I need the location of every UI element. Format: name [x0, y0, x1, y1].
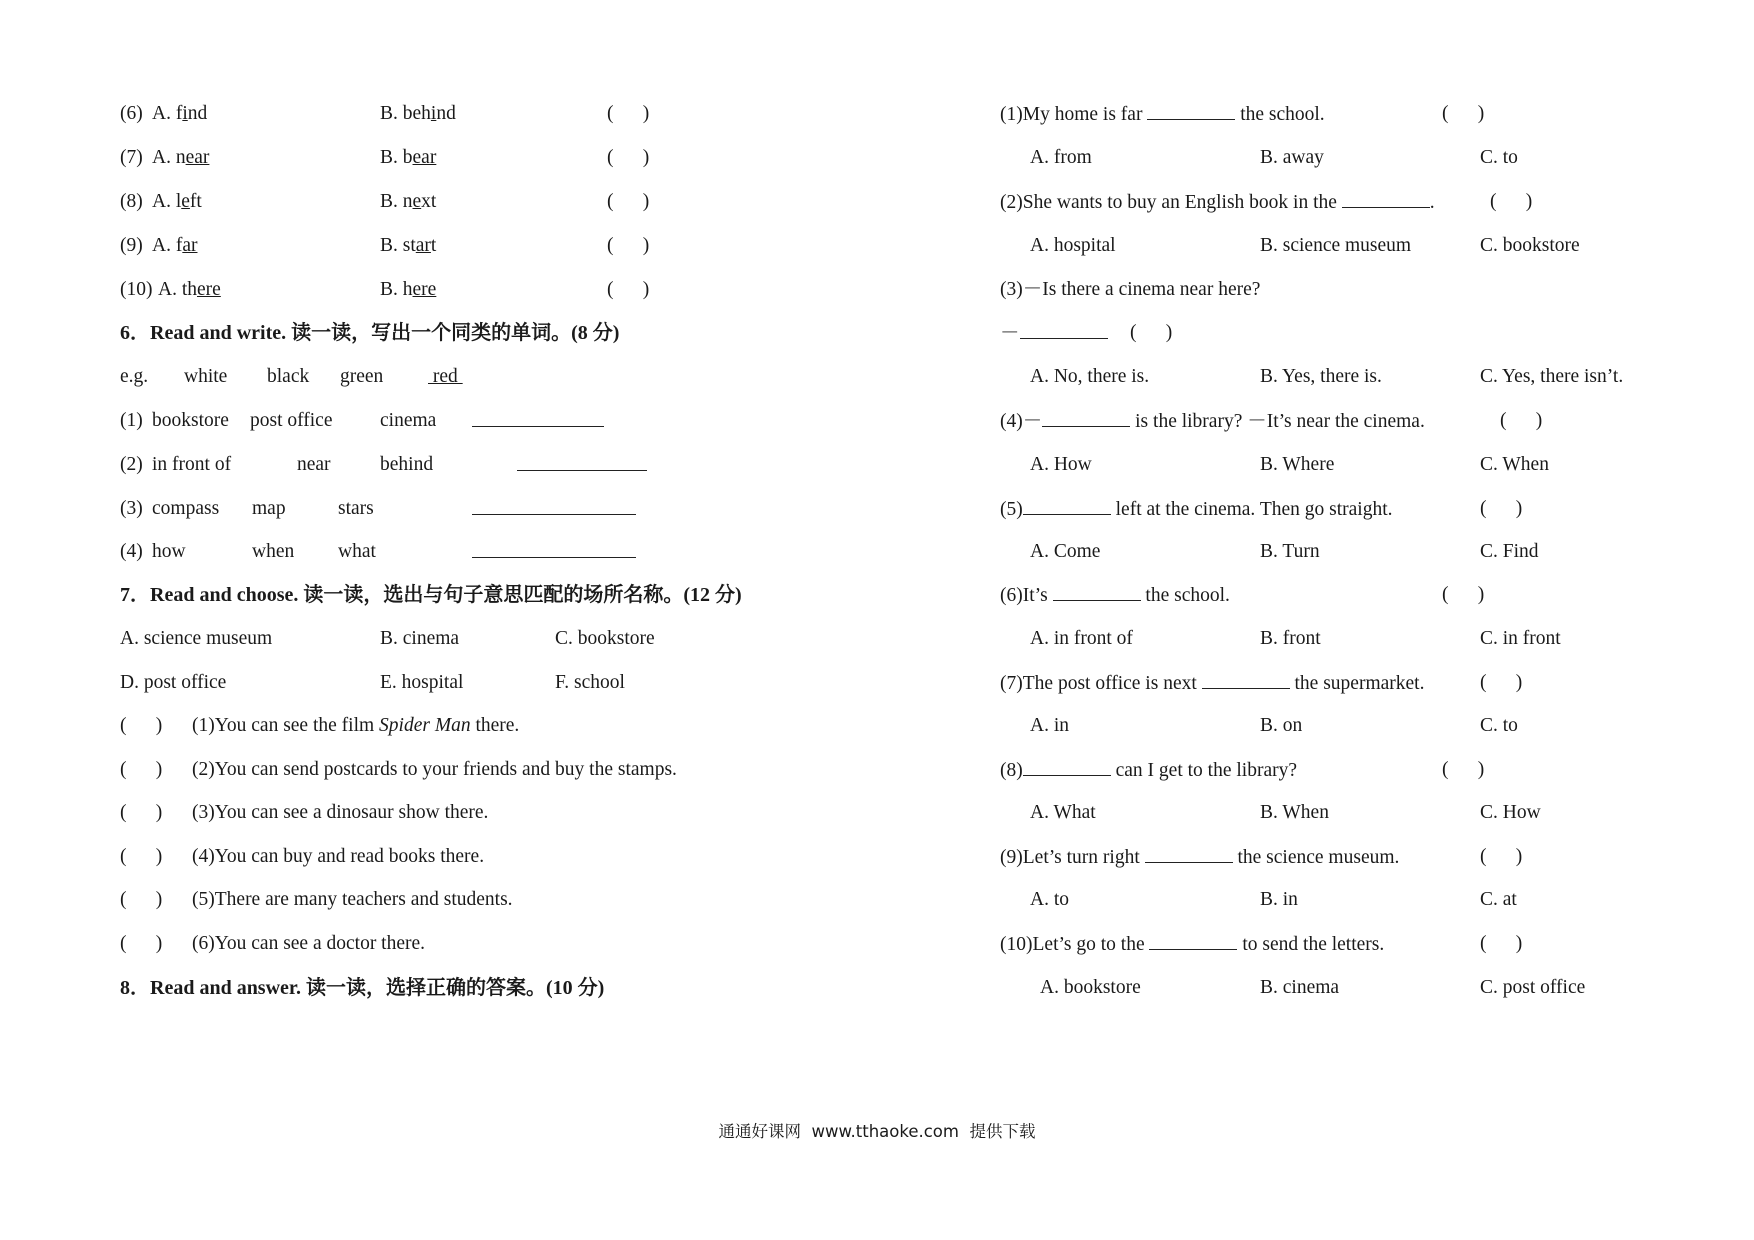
row-number: (10) — [120, 279, 153, 300]
place-option: E. hospital — [380, 672, 464, 693]
answer-parens[interactable]: ( ) — [1442, 103, 1485, 124]
word: in front of — [152, 454, 232, 475]
choice-a[interactable]: A. to — [1030, 889, 1069, 910]
option-a: A. near — [152, 147, 210, 168]
answer-parens[interactable]: ( ) — [1442, 759, 1485, 780]
question-text: (6)It’s the school. — [1000, 582, 1230, 609]
answer-parens[interactable]: ( ) — [607, 147, 650, 168]
question-text: (9)Let’s turn right the science museum. — [1000, 844, 1399, 871]
word: near — [297, 454, 331, 475]
choice-b[interactable]: B. in — [1260, 889, 1298, 910]
word: what — [338, 541, 376, 562]
choice-a[interactable]: A. hospital — [1030, 235, 1116, 256]
item-text: (2)You can send postcards to your friends and buy the stamps. — [192, 759, 677, 780]
answer-blank[interactable] — [472, 496, 636, 515]
answer-parens[interactable]: ( ) — [120, 802, 163, 823]
item-text: (5)There are many teachers and students. — [192, 889, 513, 910]
choice-c[interactable]: C. at — [1480, 889, 1517, 910]
question-text: (10)Let’s go to the to send the letters. — [1000, 931, 1384, 958]
answer-parens[interactable]: ( ) — [120, 846, 163, 867]
answer-blank[interactable] — [1042, 408, 1130, 427]
option-b: B. behind — [380, 103, 456, 124]
example-answer: red — [428, 366, 463, 387]
option-a: A. far — [152, 235, 198, 256]
option-b: B. here — [380, 279, 437, 300]
answer-blank[interactable] — [472, 408, 604, 427]
answer-parens[interactable]: ( ) — [1480, 498, 1523, 519]
row-number: (2) — [120, 454, 143, 475]
question-text: (5) left at the cinema. Then go straight. — [1000, 496, 1393, 523]
choice-b[interactable]: B. Where — [1260, 454, 1335, 475]
word: how — [152, 541, 186, 562]
word: stars — [338, 498, 374, 519]
question-text: (8) can I get to the library? — [1000, 757, 1297, 784]
option-a: A. there — [158, 279, 221, 300]
choice-b[interactable]: B. on — [1260, 715, 1303, 736]
answer-blank[interactable] — [1147, 101, 1235, 120]
row-number: (4) — [120, 541, 143, 562]
place-option: A. science museum — [120, 628, 273, 649]
place-option: D. post office — [120, 672, 227, 693]
section-7-heading: 7．Read and choose. 读一读，选出与句子意思匹配的场所名称。(12 分) — [120, 584, 742, 606]
place-option: F. school — [555, 672, 625, 693]
answer-parens[interactable]: ( ) — [120, 933, 163, 954]
answer-blank[interactable] — [1202, 670, 1290, 689]
choice-b[interactable]: B. When — [1260, 802, 1329, 823]
answer-parens[interactable]: ( ) — [1442, 584, 1485, 605]
answer-parens[interactable]: ( ) — [607, 279, 650, 300]
answer-parens[interactable]: ( ) — [607, 235, 650, 256]
choice-a[interactable]: A. No, there is. — [1030, 366, 1150, 387]
answer-blank[interactable] — [1023, 496, 1111, 515]
answer-parens[interactable]: ( ) — [120, 759, 163, 780]
choice-c[interactable]: C. How — [1480, 802, 1541, 823]
word: white — [184, 366, 228, 387]
answer-blank[interactable] — [517, 452, 647, 471]
row-number: (8) — [120, 191, 143, 212]
option-b: B. bear — [380, 147, 437, 168]
item-text: (4)You can buy and read books there. — [192, 846, 485, 867]
item-text: (1)You can see the film Spider Man there. — [192, 715, 520, 736]
choice-a[interactable]: A. bookstore — [1040, 977, 1141, 998]
section-6-heading: 6．Read and write. 读一读，写出一个同类的单词。(8 分) — [120, 322, 620, 344]
choice-a[interactable]: A. from — [1030, 147, 1092, 168]
answer-line: － — [1000, 320, 1108, 347]
question-text: (7)The post office is next the supermarket. — [1000, 670, 1424, 697]
item-text: (6)You can see a doctor there. — [192, 933, 426, 954]
row-number: (6) — [120, 103, 143, 124]
choice-c[interactable]: C. post office — [1480, 977, 1586, 998]
question-text: (3)－Is there a cinema near here? — [1000, 279, 1261, 300]
page-footer: 通通好课网 www.tthaoke.com 提供下载 — [718, 1122, 1036, 1141]
answer-parens[interactable]: ( ) — [1490, 191, 1533, 212]
question-text: (1)My home is far the school. — [1000, 101, 1325, 128]
choice-b[interactable]: B. away — [1260, 147, 1324, 168]
choice-c[interactable]: C. Yes, there isn’t. — [1480, 366, 1624, 387]
choice-a[interactable]: A. What — [1030, 802, 1096, 823]
option-b: B. start — [380, 235, 437, 256]
choice-b[interactable]: B. Yes, there is. — [1260, 366, 1382, 387]
answer-parens[interactable]: ( ) — [1480, 672, 1523, 693]
question-text: (2)She wants to buy an English book in the . — [1000, 189, 1435, 216]
word: compass — [152, 498, 220, 519]
choice-c[interactable]: C. in front — [1480, 628, 1561, 649]
section-8-heading: 8．Read and answer. 读一读，选择正确的答案。(10 分) — [120, 977, 605, 999]
answer-parens[interactable]: ( ) — [1480, 933, 1523, 954]
answer-parens[interactable]: ( ) — [607, 103, 650, 124]
choice-c[interactable]: C. to — [1480, 147, 1518, 168]
choice-a[interactable]: A. in — [1030, 715, 1069, 736]
answer-blank[interactable] — [1145, 844, 1233, 863]
word: cinema — [380, 410, 437, 431]
word: post office — [250, 410, 333, 431]
answer-blank[interactable] — [1342, 189, 1430, 208]
choice-c[interactable]: C. bookstore — [1480, 235, 1580, 256]
answer-parens[interactable]: ( ) — [120, 889, 163, 910]
answer-blank[interactable] — [1023, 757, 1111, 776]
answer-parens[interactable]: ( ) — [1500, 410, 1543, 431]
answer-parens[interactable]: ( ) — [1130, 322, 1173, 343]
word: when — [252, 541, 295, 562]
word: behind — [380, 454, 434, 475]
item-text: (3)You can see a dinosaur show there. — [192, 802, 489, 823]
option-b: B. next — [380, 191, 437, 212]
row-number: (3) — [120, 498, 143, 519]
word: black — [267, 366, 310, 387]
choice-b[interactable]: B. Turn — [1260, 541, 1320, 562]
answer-blank[interactable] — [472, 539, 636, 558]
choice-a[interactable]: A. Come — [1030, 541, 1101, 562]
choice-a[interactable]: A. in front of — [1030, 628, 1133, 649]
choice-a[interactable]: A. How — [1030, 454, 1092, 475]
row-number: (9) — [120, 235, 143, 256]
example-label: e.g. — [120, 366, 149, 387]
choice-b[interactable]: B. cinema — [1260, 977, 1340, 998]
place-option: C. bookstore — [555, 628, 655, 649]
word: bookstore — [152, 410, 229, 431]
answer-blank[interactable] — [1020, 320, 1108, 339]
answer-parens[interactable]: ( ) — [1480, 846, 1523, 867]
question-text: (4)－ is the library? －It’s near the cinema. — [1000, 408, 1425, 435]
option-a: A. left — [152, 191, 202, 212]
place-option: B. cinema — [380, 628, 460, 649]
answer-parens[interactable]: ( ) — [607, 191, 650, 212]
row-number: (1) — [120, 410, 143, 431]
option-a: A. find — [152, 103, 208, 124]
choice-b[interactable]: B. science museum — [1260, 235, 1412, 256]
answer-parens[interactable]: ( ) — [120, 715, 163, 736]
answer-blank[interactable] — [1053, 582, 1141, 601]
word: map — [252, 498, 286, 519]
choice-c[interactable]: C. When — [1480, 454, 1549, 475]
row-number: (7) — [120, 147, 143, 168]
choice-b[interactable]: B. front — [1260, 628, 1321, 649]
answer-blank[interactable] — [1149, 931, 1237, 950]
choice-c[interactable]: C. to — [1480, 715, 1518, 736]
choice-c[interactable]: C. Find — [1480, 541, 1539, 562]
word: green — [340, 366, 384, 387]
